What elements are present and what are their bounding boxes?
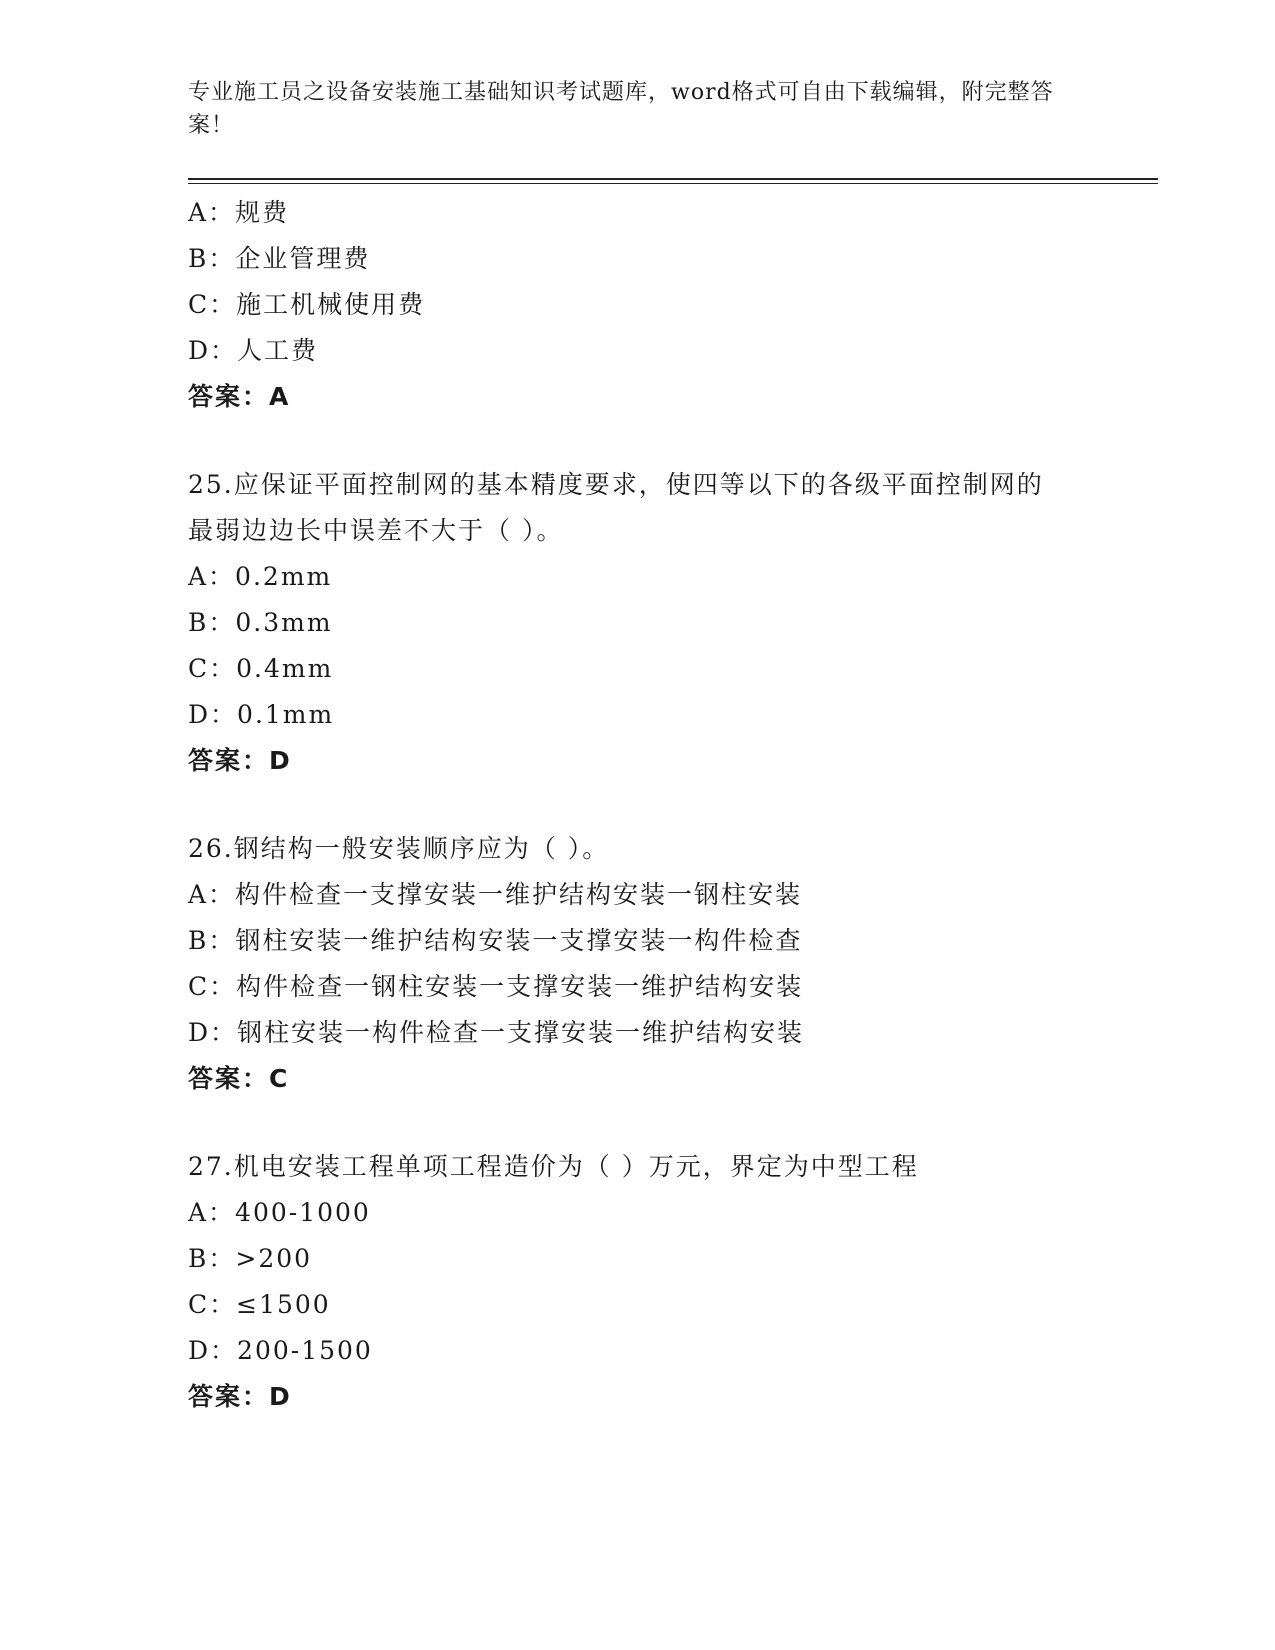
answer-line: 答案：D bbox=[188, 746, 292, 775]
option-d: D：200-1500 bbox=[188, 1336, 373, 1365]
question-block-25 bbox=[188, 462, 1148, 784]
header-divider bbox=[188, 178, 1158, 180]
question-text: 27.机电安装工程单项工程造价为（ ）万元，界定为中型工程 bbox=[188, 1152, 919, 1181]
option-a: A：构件检查一支撑安装一维护结构安装一钢柱安装 bbox=[188, 880, 803, 909]
answer-line: 答案：C bbox=[188, 1064, 290, 1093]
answer-line: 答案：A bbox=[188, 382, 291, 411]
option-b: B：0.3mm bbox=[188, 608, 333, 637]
option-d: D：0.1mm bbox=[188, 700, 335, 729]
option-c: C：0.4mm bbox=[188, 654, 334, 683]
option-d: D：钢柱安装一构件检查一支撑安装一维护结构安装 bbox=[188, 1018, 805, 1047]
question-list bbox=[188, 190, 1148, 1420]
option-c: C：构件检查一钢柱安装一支撑安装一维护结构安装 bbox=[188, 972, 804, 1001]
header-divider-thin bbox=[188, 183, 1158, 184]
option-a: A：400-1000 bbox=[188, 1198, 371, 1227]
question-block-26 bbox=[188, 826, 1148, 1102]
question-text: 26.钢结构一般安装顺序应为（ ）。 bbox=[188, 834, 610, 863]
question-text: 25.应保证平面控制网的基本精度要求，使四等以下的各级平面控制网的最弱边边长中误差不大于（ ）。 bbox=[188, 470, 1044, 545]
document-header: 专业施工员之设备安装施工基础知识考试题库，word格式可自由下载编辑，附完整答案！ bbox=[188, 80, 1054, 138]
option-a: A：规费 bbox=[188, 198, 290, 227]
option-b: B：企业管理费 bbox=[188, 244, 371, 273]
question-block-27 bbox=[188, 1144, 1148, 1420]
option-c: C：施工机械使用费 bbox=[188, 290, 426, 319]
option-b: B：钢柱安装一维护结构安装一支撑安装一构件检查 bbox=[188, 926, 803, 955]
option-a: A：0.2mm bbox=[188, 562, 333, 591]
answer-line: 答案：D bbox=[188, 1382, 292, 1411]
option-d: D：人工费 bbox=[188, 336, 319, 365]
option-b: B：>200 bbox=[188, 1244, 313, 1273]
option-c: C：≤1500 bbox=[188, 1290, 331, 1319]
question-block-24 bbox=[188, 190, 1148, 420]
